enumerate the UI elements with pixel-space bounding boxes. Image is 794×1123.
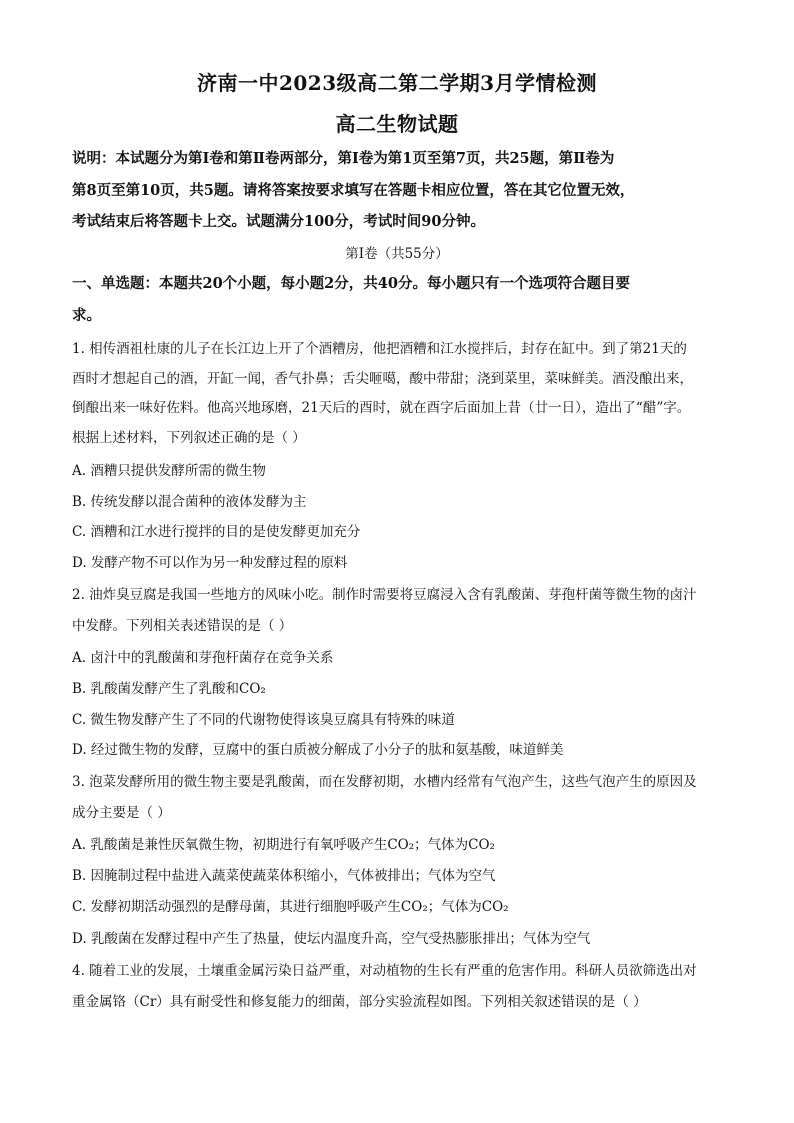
question-1-stem: 酉时才想起自己的酒，开缸一闻，香气扑鼻；舌尖咂噶，酸中带甜；浇到菜里，菜味鲜美。酒没酿出来， bbox=[72, 371, 693, 387]
instructions-line: 考试结束后将答题卡上交。试题满分100分，考试时间90分钟。 bbox=[72, 213, 485, 230]
question-2-stem: 中发酵。下列相关表述错误的是（ ） bbox=[72, 618, 293, 634]
part-heading-line: 求。 bbox=[72, 307, 101, 324]
question-4-stem: 4. 随着工业的发展，土壤重金属污染日益严重，对动植物的生长有严重的危害作用。科研人员欲筛选出对 bbox=[72, 963, 697, 979]
question-1-stem: 根据上述材料，下列叙述正确的是（ ） bbox=[72, 430, 306, 446]
question-3-option-c: C. 发酵初期活动强烈的是酵母菌，其进行细胞呼吸产生CO₂；气体为CO₂ bbox=[72, 899, 509, 915]
question-1-option-a: A. 酒糟只提供发酵所需的微生物 bbox=[72, 463, 266, 479]
instructions-line: 说明：本试题分为第Ⅰ卷和第Ⅱ卷两部分，第Ⅰ卷为第1页至第7页，共25题，第Ⅱ卷为 bbox=[72, 150, 615, 167]
question-1-option-b: B. 传统发酵以混合菌种的液体发酵为主 bbox=[72, 494, 307, 510]
question-2-stem: 2. 油炸臭豆腐是我国一些地方的风味小吃。制作时需要将豆腐浸入含有乳酸菌、芽孢杆菌等微生物的卤汁 bbox=[72, 587, 697, 603]
question-1-option-d: D. 发酵产物不可以作为另一种发酵过程的原料 bbox=[72, 555, 348, 571]
question-1-stem: 1. 相传酒祖杜康的儿子在长江边上开了个酒糟房，他把酒糟和江水搅拌后，封存在缸中。到了第21天的 bbox=[72, 341, 687, 357]
question-2-option-d: D. 经过微生物的发酵，豆腐中的蛋白质被分解成了小分子的肽和氨基酸，味道鲜美 bbox=[72, 742, 564, 758]
question-3-option-a: A. 乳酸菌是兼性厌氧微生物，初期进行有氧呼吸产生CO₂；气体为CO₂ bbox=[72, 837, 495, 853]
instructions-line: 第8页至第10页，共5题。请将答案按要求填写在答题卡相应位置，答在其它位置无效， bbox=[72, 182, 635, 199]
question-3-option-d: D. 乳酸菌在发酵过程中产生了热量，使坛内温度升高，空气受热膨胀排出；气体为空气 bbox=[72, 931, 591, 947]
question-3-option-b: B. 因腌制过程中盐进入蔬菜使蔬菜体积缩小，气体被排出；气体为空气 bbox=[72, 868, 496, 884]
question-3-stem: 成分主要是（ ） bbox=[72, 805, 171, 821]
question-2-option-c: C. 微生物发酵产生了不同的代谢物使得该臭豆腐具有特殊的味道 bbox=[72, 712, 455, 728]
question-2-option-a: A. 卤汁中的乳酸菌和芽孢杆菌存在竞争关系 bbox=[72, 650, 334, 666]
part-heading-line: 一、单选题：本题共20个小题，每小题2分，共40分。每小题只有一个选项符合题目要 bbox=[72, 275, 630, 292]
question-4-stem: 重金属铬（Cr）具有耐受性和修复能力的细菌，部分实验流程如图。下列相关叙述错误的是（ ） bbox=[72, 994, 647, 1010]
question-1-option-c: C. 酒糟和江水进行搅拌的目的是使发酵更加充分 bbox=[72, 524, 361, 540]
question-3-stem: 3. 泡菜发酵所用的微生物主要是乳酸菌，而在发酵初期，水槽内经常有气泡产生，这些气泡产生的原因及 bbox=[72, 774, 697, 790]
exam-subtitle: 高二生物试题 bbox=[335, 112, 459, 136]
section-heading: 第Ⅰ卷（共55分） bbox=[345, 246, 449, 262]
question-1-stem: 倒酿出来一味好佐料。他高兴地琢磨，21天后的酉时，就在酉字后面加上昔（廿一日），造出了“醋”字。 bbox=[72, 400, 691, 416]
question-2-option-b: B. 乳酸菌发酵产生了乳酸和CO₂ bbox=[72, 681, 266, 697]
exam-title: 济南一中2023级高二第二学期3月学情检测 bbox=[196, 71, 598, 95]
